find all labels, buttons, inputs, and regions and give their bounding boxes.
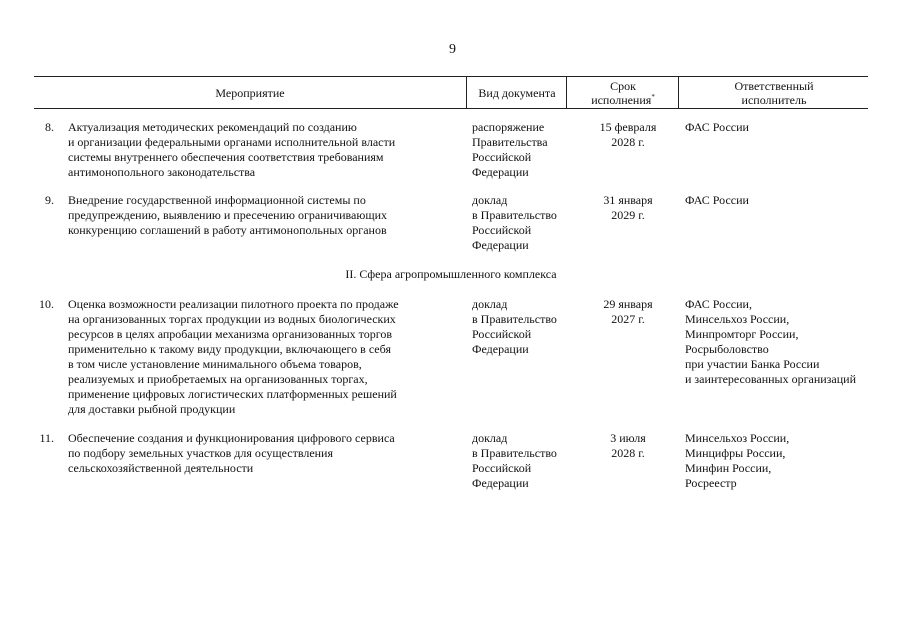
row-title	[68, 193, 434, 238]
row-title-line: Внедрение государственной информационной системы по	[68, 193, 366, 207]
row-document-line: распоряжение	[472, 120, 545, 134]
row-document-type	[472, 193, 572, 253]
row-document-line: доклад	[472, 297, 508, 311]
row-title-line: предупреждению, выявлению и пресечению ограничивающих	[68, 208, 388, 222]
section-title: II. Сфера агропромышленного комплекса	[345, 267, 557, 281]
row-title-line: сельскохозяйственной деятельности	[68, 461, 254, 475]
row-document-type	[472, 120, 572, 180]
row-title	[68, 297, 434, 417]
row-deadline	[586, 120, 670, 150]
row-document-line: Федерации	[472, 165, 529, 179]
row-title-line: по подбору земельных участков для осуществления	[68, 446, 334, 460]
row-responsible	[685, 431, 875, 491]
row-responsible	[685, 193, 875, 208]
row-responsible-line: Росрыболовство	[685, 342, 769, 356]
row-deadline-line: 29 января	[603, 297, 653, 311]
row-document-line: доклад	[472, 431, 508, 445]
row-responsible-line: при участии Банка России	[685, 357, 820, 371]
row-document-type	[472, 431, 572, 491]
header-responsible-line2: исполнитель	[741, 92, 807, 107]
row-title-line: антимонопольного законодательства	[68, 165, 256, 179]
row-document-line: доклад	[472, 193, 508, 207]
row-responsible-line: Минцифры России,	[685, 446, 786, 460]
row-title-line: реализуемых и приобретаемых на организованных торгах,	[68, 372, 368, 386]
row-document-line: Федерации	[472, 342, 529, 356]
row-document-type	[472, 297, 572, 357]
header-measure	[34, 77, 466, 108]
row-responsible-line: и заинтересованных организаций	[685, 372, 857, 386]
row-responsible-line: ФАС России	[685, 193, 749, 207]
row-document-line: Федерации	[472, 238, 529, 252]
footnote-mark: *	[651, 92, 655, 101]
row-number: 9.	[45, 193, 54, 207]
row-title-line: применительно к такому виду продукции, включающего в себя	[68, 342, 391, 356]
row-deadline-line: 2029 г.	[611, 208, 645, 222]
header-deadline-label	[591, 79, 655, 107]
row-deadline-line: 2027 г.	[611, 312, 645, 326]
row-title-line: Актуализация методических рекомендаций по созданию	[68, 120, 357, 134]
header-document-type-label: Вид документа	[478, 85, 556, 100]
row-responsible-line: Минсельхоз России,	[685, 312, 790, 326]
row-number: 10.	[39, 297, 54, 311]
row-responsible-line: Минфин России,	[685, 461, 772, 475]
header-responsible-label	[734, 79, 813, 107]
page-number: 9	[449, 42, 456, 57]
measures-table	[34, 76, 868, 490]
row-document-line: Правительства	[472, 135, 548, 149]
row-deadline-line: 2028 г.	[611, 135, 645, 149]
row-responsible	[685, 120, 875, 135]
row-responsible-line: Минсельхоз России,	[685, 431, 790, 445]
row-title-line: Оценка возможности реализации пилотного проекта по продаже	[68, 297, 399, 311]
row-title-line: конкуренцию соглашений в работу антимонопольных органов	[68, 223, 387, 237]
row-deadline-line: 15 февраля	[599, 120, 657, 134]
row-title-line: на организованных торгах продукции из водных биологических	[68, 312, 396, 326]
row-title	[68, 431, 434, 476]
row-document-line: Российской	[472, 223, 532, 237]
row-responsible-line: ФАС России	[685, 120, 749, 134]
row-title-line: в том числе установление минимального объема товаров,	[68, 357, 362, 371]
header-document-type	[466, 77, 567, 108]
row-title-line: для доставки рыбной продукции	[68, 402, 236, 416]
row-document-line: Российской	[472, 327, 532, 341]
row-document-line: Федерации	[472, 476, 529, 490]
row-title	[68, 120, 434, 180]
header-responsible	[678, 77, 869, 108]
row-document-line: в Правительство	[472, 446, 557, 460]
row-deadline-line: 3 июля	[610, 431, 646, 445]
table-header	[34, 76, 868, 109]
row-title-line: системы внутреннего обеспечения соответствия требованиям	[68, 150, 384, 164]
row-responsible-line: Минпромторг России,	[685, 327, 799, 341]
row-title-line: и организации федеральными органами исполнительной власти	[68, 135, 396, 149]
row-deadline	[586, 297, 670, 327]
header-deadline-line2: исполнения	[591, 92, 652, 107]
row-document-line: в Правительство	[472, 312, 557, 326]
row-responsible-line: Росреестр	[685, 476, 737, 490]
row-document-line: в Правительство	[472, 208, 557, 222]
row-title-line: Обеспечение создания и функционирования цифрового сервиса	[68, 431, 395, 445]
row-title-line: применение цифровых логистических платформенных решений	[68, 387, 397, 401]
row-title-line: ресурсов в целях апробации механизма организованных торгов	[68, 327, 393, 341]
header-responsible-line1: Ответственный	[734, 78, 814, 93]
row-deadline	[586, 193, 670, 223]
row-document-line: Российской	[472, 461, 532, 475]
row-document-line: Российской	[472, 150, 532, 164]
row-deadline-line: 2028 г.	[611, 446, 645, 460]
row-deadline	[586, 431, 670, 461]
row-number: 8.	[45, 120, 54, 134]
header-deadline-line1: Срок	[610, 78, 636, 93]
header-measure-label: Мероприятие	[215, 85, 285, 100]
row-number: 11.	[39, 431, 54, 445]
row-responsible-line: ФАС России,	[685, 297, 752, 311]
row-responsible	[685, 297, 875, 387]
header-deadline	[566, 77, 679, 108]
row-deadline-line: 31 января	[603, 193, 653, 207]
